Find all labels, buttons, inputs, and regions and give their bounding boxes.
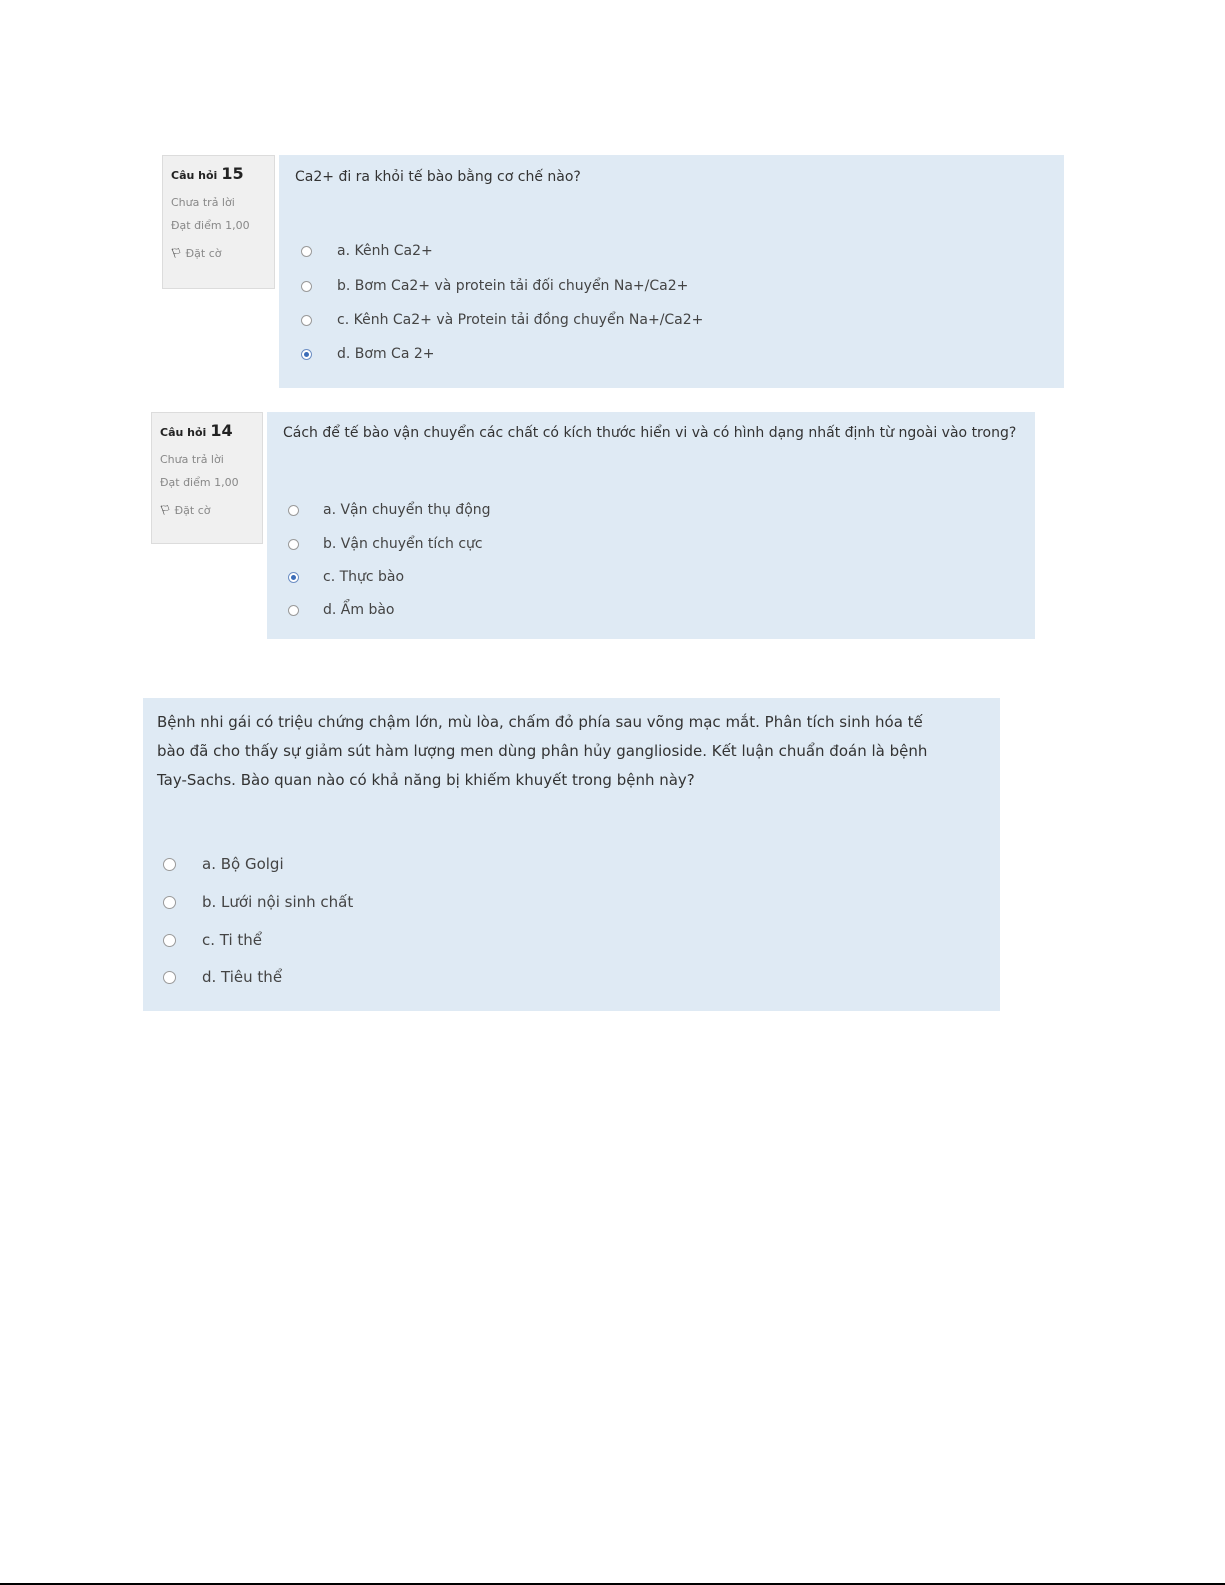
radio-button[interactable] — [163, 858, 176, 871]
radio-button[interactable] — [163, 971, 176, 984]
question-text — [157, 708, 927, 795]
flag-question-button[interactable] — [157, 501, 254, 520]
radio-button[interactable] — [301, 246, 312, 257]
answer-option[interactable] — [163, 855, 284, 873]
question-number: 14 — [210, 421, 233, 440]
question-grade: Đạt điểm 1,00 — [160, 476, 239, 489]
option-label: c. Kênh Ca2+ và Protein tải đồng chuyển Na+/Ca2+ — [337, 312, 704, 328]
question-number: 15 — [221, 164, 244, 183]
answer-option[interactable] — [301, 346, 435, 362]
question-content — [279, 155, 1064, 388]
answer-option[interactable] — [288, 569, 404, 585]
option-label: a. Bộ Golgi — [202, 855, 284, 873]
flag-icon: ⚐ — [168, 244, 185, 263]
answer-option[interactable] — [163, 893, 353, 911]
radio-button[interactable] — [163, 934, 176, 947]
option-label: c. Thực bào — [323, 569, 405, 585]
question-content — [267, 412, 1035, 639]
flag-label: Đặt cờ — [174, 504, 211, 517]
answer-option[interactable] — [288, 602, 394, 618]
answer-option[interactable] — [301, 243, 433, 259]
option-label: d. Tiêu thể — [202, 968, 283, 986]
answer-option[interactable] — [301, 312, 703, 328]
flag-icon: ⚐ — [157, 501, 174, 520]
answer-option[interactable] — [288, 502, 491, 518]
question-info — [151, 412, 263, 544]
radio-button[interactable] — [288, 605, 299, 616]
question-number-label: Câu hỏi 14 — [160, 421, 233, 440]
radio-button[interactable] — [301, 315, 312, 326]
question-text-line: Tay-Sachs. Bào quan nào có khả năng bị khiếm khuyết trong bệnh này? — [157, 771, 695, 789]
question-content — [143, 698, 1000, 1011]
question-text: Cách để tế bào vận chuyển các chất có kích thước hiển vi và có hình dạng nhất định từ ngoài vào trong? — [283, 425, 1017, 441]
question-state: Chưa trả lời — [171, 196, 235, 209]
answer-option[interactable] — [301, 278, 688, 294]
question-text: Ca2+ đi ra khỏi tế bào bằng cơ chế nào? — [295, 169, 581, 185]
option-label: c. Ti thể — [202, 931, 263, 949]
option-label: a. Vận chuyển thụ động — [323, 502, 491, 518]
answer-option[interactable] — [163, 968, 282, 986]
flag-label: Đặt cờ — [185, 247, 222, 260]
question-text-line: bào đã cho thấy sự giảm sút hàm lượng men dùng phân hủy ganglioside. Kết luận chuẩn đoán là bệnh — [157, 742, 928, 760]
option-label: a. Kênh Ca2+ — [337, 243, 433, 259]
question-number-label: Câu hỏi 15 — [171, 164, 244, 183]
answer-option[interactable] — [163, 931, 262, 949]
question-info — [162, 155, 275, 289]
question-grade: Đạt điểm 1,00 — [171, 219, 250, 232]
option-label: b. Lưới nội sinh chất — [202, 893, 354, 911]
radio-button[interactable] — [288, 539, 299, 550]
radio-button[interactable] — [288, 505, 299, 516]
option-label: b. Vận chuyển tích cực — [323, 536, 483, 552]
radio-button-selected[interactable] — [301, 349, 312, 360]
option-label: d. Bơm Ca 2+ — [337, 346, 435, 362]
radio-button[interactable] — [301, 281, 312, 292]
answer-option[interactable] — [288, 536, 483, 552]
flag-question-button[interactable] — [168, 244, 266, 263]
option-label: d. Ẩm bào — [323, 602, 395, 618]
option-label: b. Bơm Ca2+ và protein tải đối chuyển Na+/Ca2+ — [337, 278, 689, 294]
radio-button[interactable] — [163, 896, 176, 909]
question-text-line: Bệnh nhi gái có triệu chứng chậm lớn, mù lòa, chấm đỏ phía sau võng mạc mắt. Phân tích sinh hóa tế — [157, 713, 923, 731]
question-state: Chưa trả lời — [160, 453, 224, 466]
radio-button-selected[interactable] — [288, 572, 299, 583]
